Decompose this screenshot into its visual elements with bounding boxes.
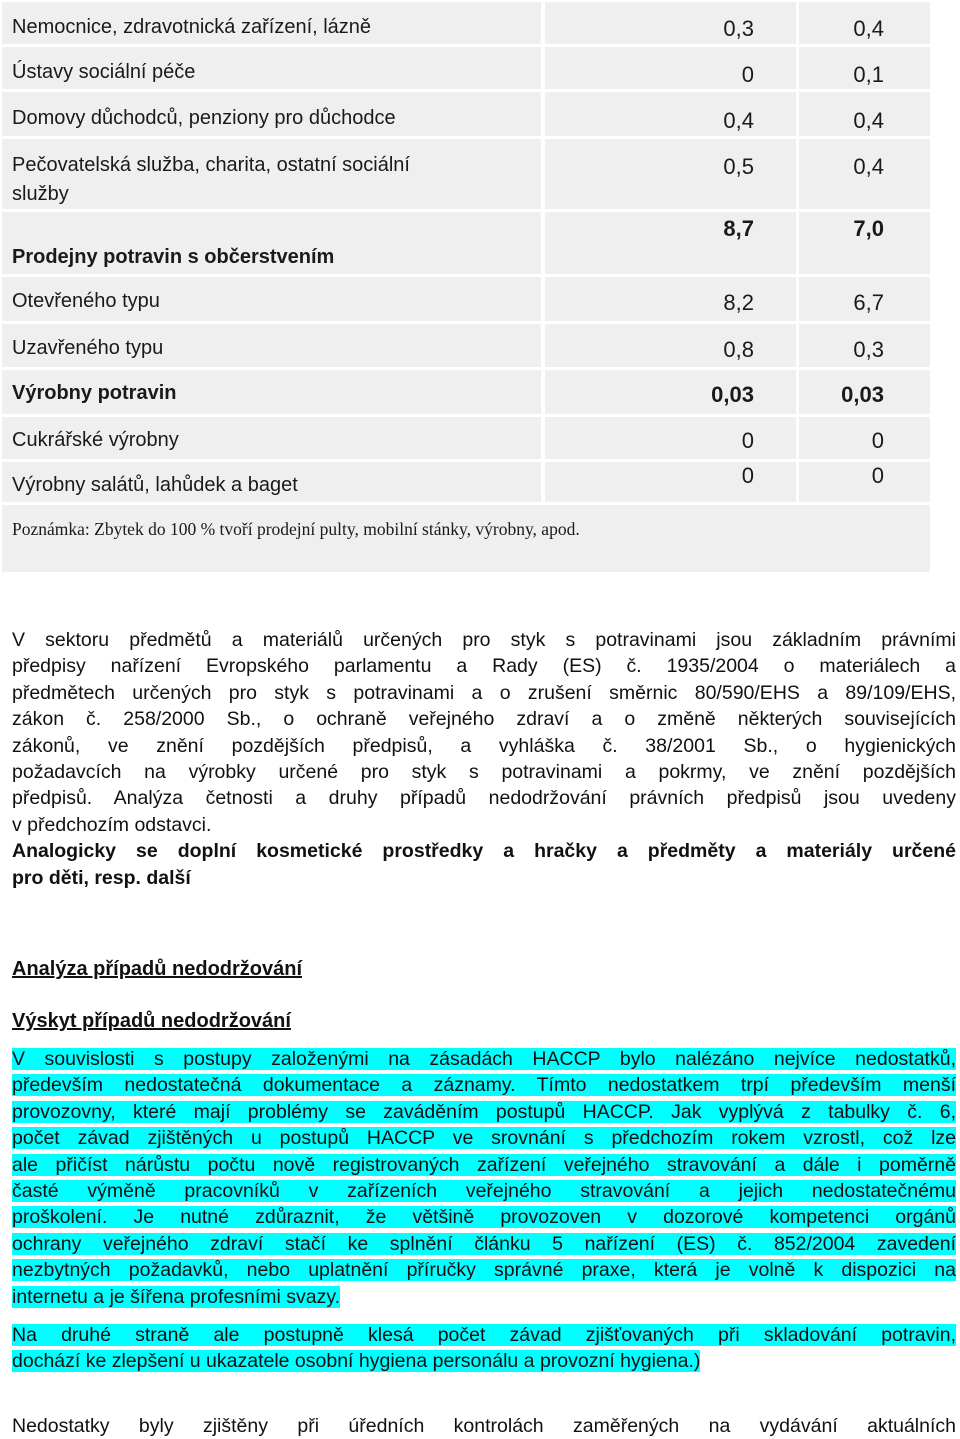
row-label-line1: Pečovatelská služba, charita, ostatní sociální — [12, 154, 410, 176]
table-row — [0, 139, 932, 209]
row-value-2: 0,1 — [853, 62, 884, 87]
bold-note-line: pro děti, resp. další — [12, 866, 191, 889]
text-line: zákon č. 258/2000 Sb., o ochraně veřejného zdraví a o změně některých souvisejících — [12, 708, 956, 731]
table-note-row — [2, 505, 930, 572]
row-value-2: 0,3 — [853, 337, 884, 362]
row-label-line2: služby — [12, 183, 69, 205]
highlighted-line: proškolení. Je nutné zdůraznit, že většině provozoven v dozorové kompetenci orgánů — [12, 1206, 956, 1229]
text-line: požadavcích na výrobky určené pro styk s potravinami a pokrmy, ve znění pozdějších — [12, 761, 956, 784]
row-value-1: 0,3 — [723, 16, 754, 41]
paragraph-haccp — [12, 1046, 956, 1310]
row-value-1: 0,5 — [723, 154, 754, 179]
subsection-heading: Výskyt případů nedodržování — [12, 1010, 291, 1032]
row-value-2: 6,7 — [853, 290, 884, 315]
row-value-1: 8,7 — [723, 216, 754, 241]
highlighted-line: nezbytných požadavků, nebo uplatnění příručky správné praxe, která je volně k dispozici na — [12, 1259, 956, 1282]
text-line: zákonů, ve znění pozdějších předpisů, a vyhláška č. 38/2001 Sb., o hygienických — [12, 734, 956, 757]
highlighted-line: ochrany veřejného zdraví stačí ke splnění článku 5 nařízení (ES) č. 852/2004 zavedení — [12, 1232, 956, 1255]
bold-note-line: Analogicky se doplní kosmetické prostředky a hračky a předměty a materiály určené — [12, 840, 956, 863]
row-value-2: 0,4 — [853, 16, 884, 41]
text-line: Nedostatky byly zjištěny při úředních kontrolách zaměřených na vydávání aktuálních — [12, 1415, 956, 1437]
highlighted-line: provozovny, které mají problémy se zaváděním postupů HACCP. Jak vyplývá z tabulky č. 6, — [12, 1100, 956, 1123]
text-line: v předchozím odstavci. — [12, 813, 212, 836]
highlighted-line: internetu a je šířena profesními svazy. — [12, 1285, 341, 1308]
row-value-2: 7,0 — [853, 216, 884, 241]
text-line: V sektoru předmětů a materiálů určených pro styk s potravinami jsou základním právními — [12, 629, 956, 651]
table-row — [0, 212, 932, 274]
row-value-1: 8,2 — [723, 290, 754, 315]
row-label: Prodejny potravin s občerstvením — [12, 246, 335, 268]
row-label: Otevřeného typu — [12, 290, 160, 312]
highlighted-line: časté výměně pracovníků v zařízeních veřejného stravování a jejich nedostatečnému — [12, 1180, 956, 1203]
row-value-2: 0,4 — [853, 154, 884, 179]
table-note: Poznámka: Zbytek do 100 % tvoří prodejní pulty, mobilní stánky, výrobny, apod. — [12, 519, 580, 539]
row-label: Cukrářské výrobny — [12, 429, 179, 451]
highlighted-line: V souvislosti s postupy založenými na zásadách HACCP bylo nalézáno nejvíce nedostatků, — [12, 1048, 956, 1070]
table-row — [0, 417, 932, 459]
table-row — [0, 324, 932, 367]
row-label: Nemocnice, zdravotnická zařízení, lázně — [12, 16, 372, 38]
text-line: předpisů. Analýza četnosti a druhy případů nedodržování právních předpisů jsou uvedeny — [12, 787, 956, 810]
highlighted-line: především nedostatečná dokumentace a záznamy. Tímto nedostatkem trpí především menší — [12, 1074, 956, 1097]
table-row — [0, 92, 932, 136]
row-value-1: 0,03 — [711, 382, 754, 407]
row-label: Ústavy sociální péče — [12, 61, 196, 83]
highlighted-line: počet závad zjištěných u postupů HACCP ve srovnání s předchozím rokem vzrostl, což lze — [12, 1127, 956, 1150]
row-value-2: 0 — [871, 463, 884, 488]
row-label: Výrobny salátů, lahůdek a baget — [12, 474, 298, 496]
highlighted-line: ale přičíst nárůstu počtu nově registrovaných zařízení veřejného stravování a dále i poměrně — [12, 1153, 956, 1176]
paragraph-deficiencies — [12, 1413, 956, 1439]
row-value-2: 0,4 — [853, 108, 884, 133]
text-line: předmětech určených pro styk s potravinami a o zrušení směrnic 80/590/EHS a 89/109/EHS, — [12, 681, 956, 704]
row-label: Domovy důchodců, penziony pro důchodce — [12, 107, 396, 129]
statistics-table — [0, 0, 932, 572]
highlighted-line: Na druhé straně ale postupně klesá počet závad zjišťovaných při skladování potravin, — [12, 1324, 956, 1346]
row-value-2: 0,03 — [841, 382, 884, 407]
row-value-1: 0 — [741, 463, 754, 488]
text-line: předpisy nařízení Evropského parlamentu a Rady (ES) č. 1935/2004 o materiálech a — [12, 655, 956, 678]
table-row — [0, 2, 932, 44]
row-value-1: 0 — [741, 428, 754, 453]
paragraph-legislation — [12, 627, 956, 891]
row-value-1: 0,8 — [723, 337, 754, 362]
row-value-2: 0 — [871, 428, 884, 453]
highlighted-line: dochází ke zlepšení u ukazatele osobní hygiena personálu a provozní hygiena.) — [12, 1350, 701, 1373]
row-value-1: 0 — [741, 62, 754, 87]
paragraph-storage — [12, 1322, 956, 1375]
row-label: Uzavřeného typu — [12, 337, 164, 359]
table-row — [0, 370, 932, 414]
row-value-1: 0,4 — [723, 108, 754, 133]
table-row — [0, 277, 932, 321]
section-heading: Analýza případů nedodržování — [12, 958, 303, 980]
row-label: Výrobny potravin — [12, 382, 177, 404]
table-row — [0, 47, 932, 89]
table-row — [0, 462, 932, 502]
